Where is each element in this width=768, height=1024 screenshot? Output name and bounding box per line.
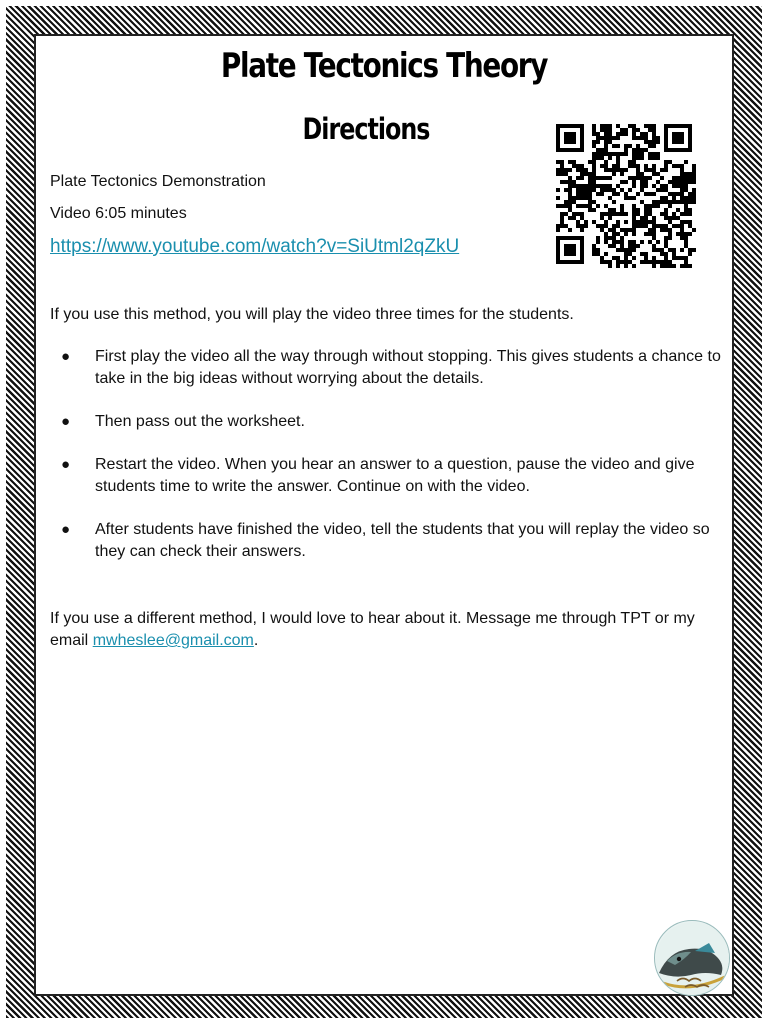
bullet-icon: ● [61,456,71,473]
step-text: After students have finished the video, tell the students that you will replay the video so they can check their answers. [95,521,710,560]
section-heading: Directions [302,112,430,146]
step-text: First play the video all the way through without stopping. This gives students a chance to take in the big ideas without worrying about the details. [95,348,721,387]
page [38,36,730,994]
bullet-icon: ● [61,413,71,430]
steps-list [50,346,722,584]
step-text: Restart the video. When you hear an answer to a question, pause the video and give students time to write the answer. Continue on with the video. [95,456,695,495]
video-link[interactable]: https://www.youtube.com/watch?v=SiUtml2qZkU [50,236,460,257]
intro-text: If you use this method, you will play the video three times for the students. [50,306,574,323]
bullet-icon: ● [61,348,71,365]
list-item [50,346,722,390]
email-link[interactable]: mwheslee@gmail.com [92,632,254,649]
qr-code-icon [556,124,696,268]
list-item [50,454,722,498]
closing-end: . [253,632,259,649]
video-length: Video 6:05 minutes [50,205,187,222]
bullet-icon: ● [61,521,71,538]
video-name: Plate Tectonics Demonstration [50,173,266,190]
closing-text: If you use a different method, I would love to hear about it. Message me through TPT or my email [50,610,695,649]
author-logo [654,920,730,996]
closing-paragraph [50,608,722,652]
animal-logo-icon [655,921,730,996]
qr-code[interactable] [556,124,696,268]
page-title: Plate Tectonics Theory [220,46,548,86]
list-item [50,519,722,563]
list-item [50,411,722,433]
step-text: Then pass out the worksheet. [95,413,305,430]
